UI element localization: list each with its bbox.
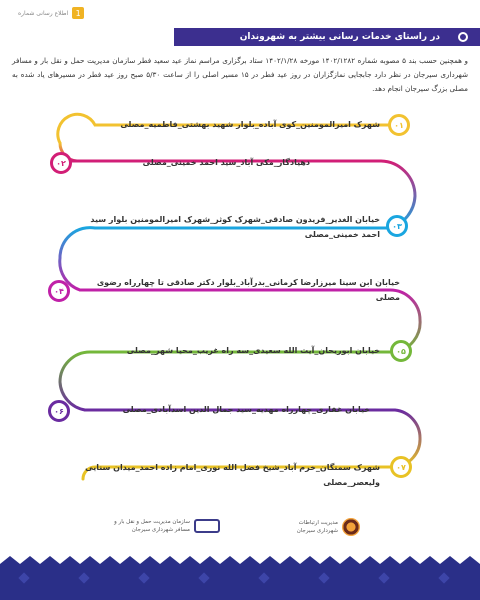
sirjan-emblem-icon xyxy=(342,518,360,536)
logo-transport xyxy=(100,518,220,534)
logo-transport-text: سازمان مدیریت حمل و نقل بار و مسافر شهرداری سیرجان xyxy=(114,519,190,533)
footer-logos xyxy=(0,506,480,556)
step-04-number: ۰۴ xyxy=(54,286,64,296)
header-title: در راستای خدمات رسانی بیشتر به شهروندان xyxy=(239,32,440,42)
step-06-text: خیابان غفاری_چهارراه مهدیه_سید جمال الدین اسدآبادی_مصلی xyxy=(122,405,370,414)
step-02-text: دهیادگار_مکی آباد_سید احمد خمینی_مصلی xyxy=(142,158,310,167)
page-tag-label: اطلاع رسانی شماره xyxy=(18,9,69,17)
step-01-number: ۰۱ xyxy=(394,120,404,130)
step-07-text: شهرک سمنگان_خرم آباد_شیخ فضل الله نوری_امام زاده احمد_میدان سنایی ولیعصر_مصلی xyxy=(85,463,380,487)
step-03-number: ۰۳ xyxy=(392,221,402,231)
step-07-number: ۰۷ xyxy=(396,462,406,472)
step-01-text: شهرک امیرالمومنین_کوی آباده_بلوار شهید بهشتی_فاطمیه_مصلی xyxy=(120,120,380,129)
step-02-number: ۰۲ xyxy=(56,158,66,168)
step-06-badge xyxy=(48,400,70,422)
logo-communications xyxy=(278,518,360,536)
band-pattern xyxy=(0,556,480,600)
step-01-badge xyxy=(388,114,410,136)
step-05-text: خیابان ابوریحان_آیت الله سعیدی_سه راه غریب_محیا شهر_مصلی xyxy=(126,346,380,355)
intro-paragraph: و همچنین حسب بند ۵ مصوبه شماره ۱۴۰۲/۱۲۸۲ مورخه ۱۴۰۲/۱/۲۸ ستاد برگزاری مراسم نماز عید سعید فطر سازمان مدیریت حمل و نقل بار و مسافر شهرداری سیرجان در نظر دارد جابجایی نمازگزاران در روز عید فطر در ۱۵ مسیر اصلی را از ساعت ۵/۳۰ صبح روز عید فطر در مسیرهای یاد شده به مصلی بزرگ سیرجان انجام دهد. xyxy=(12,56,469,93)
step-02-badge xyxy=(50,152,72,174)
step-07-badge xyxy=(390,456,412,478)
page-tag-number: 1 xyxy=(72,7,84,19)
logo-communications-text: مدیریت ارتباطات شهرداری سیرجان xyxy=(296,520,338,534)
transport-logo-icon xyxy=(194,519,220,533)
step-05-number: ۰۵ xyxy=(396,346,406,356)
step-04-text: خیابان ابن سینا میرزارضا کرمانی_بدرآباد_بلوار دکتر صادقی تا چهارراه رضوی مصلی xyxy=(96,278,400,302)
decorative-band xyxy=(0,556,480,600)
step-04-badge xyxy=(48,280,70,302)
step-03-text: خیابان الغدیر_فریدون صادقی_شهرک کوثر_شهرک امیرالمومنین بلوار سید احمد خمینی_مصلی xyxy=(90,215,380,239)
step-05-badge xyxy=(390,340,412,362)
step-06-number: ۰۶ xyxy=(54,406,64,416)
step-03-badge xyxy=(386,215,408,237)
